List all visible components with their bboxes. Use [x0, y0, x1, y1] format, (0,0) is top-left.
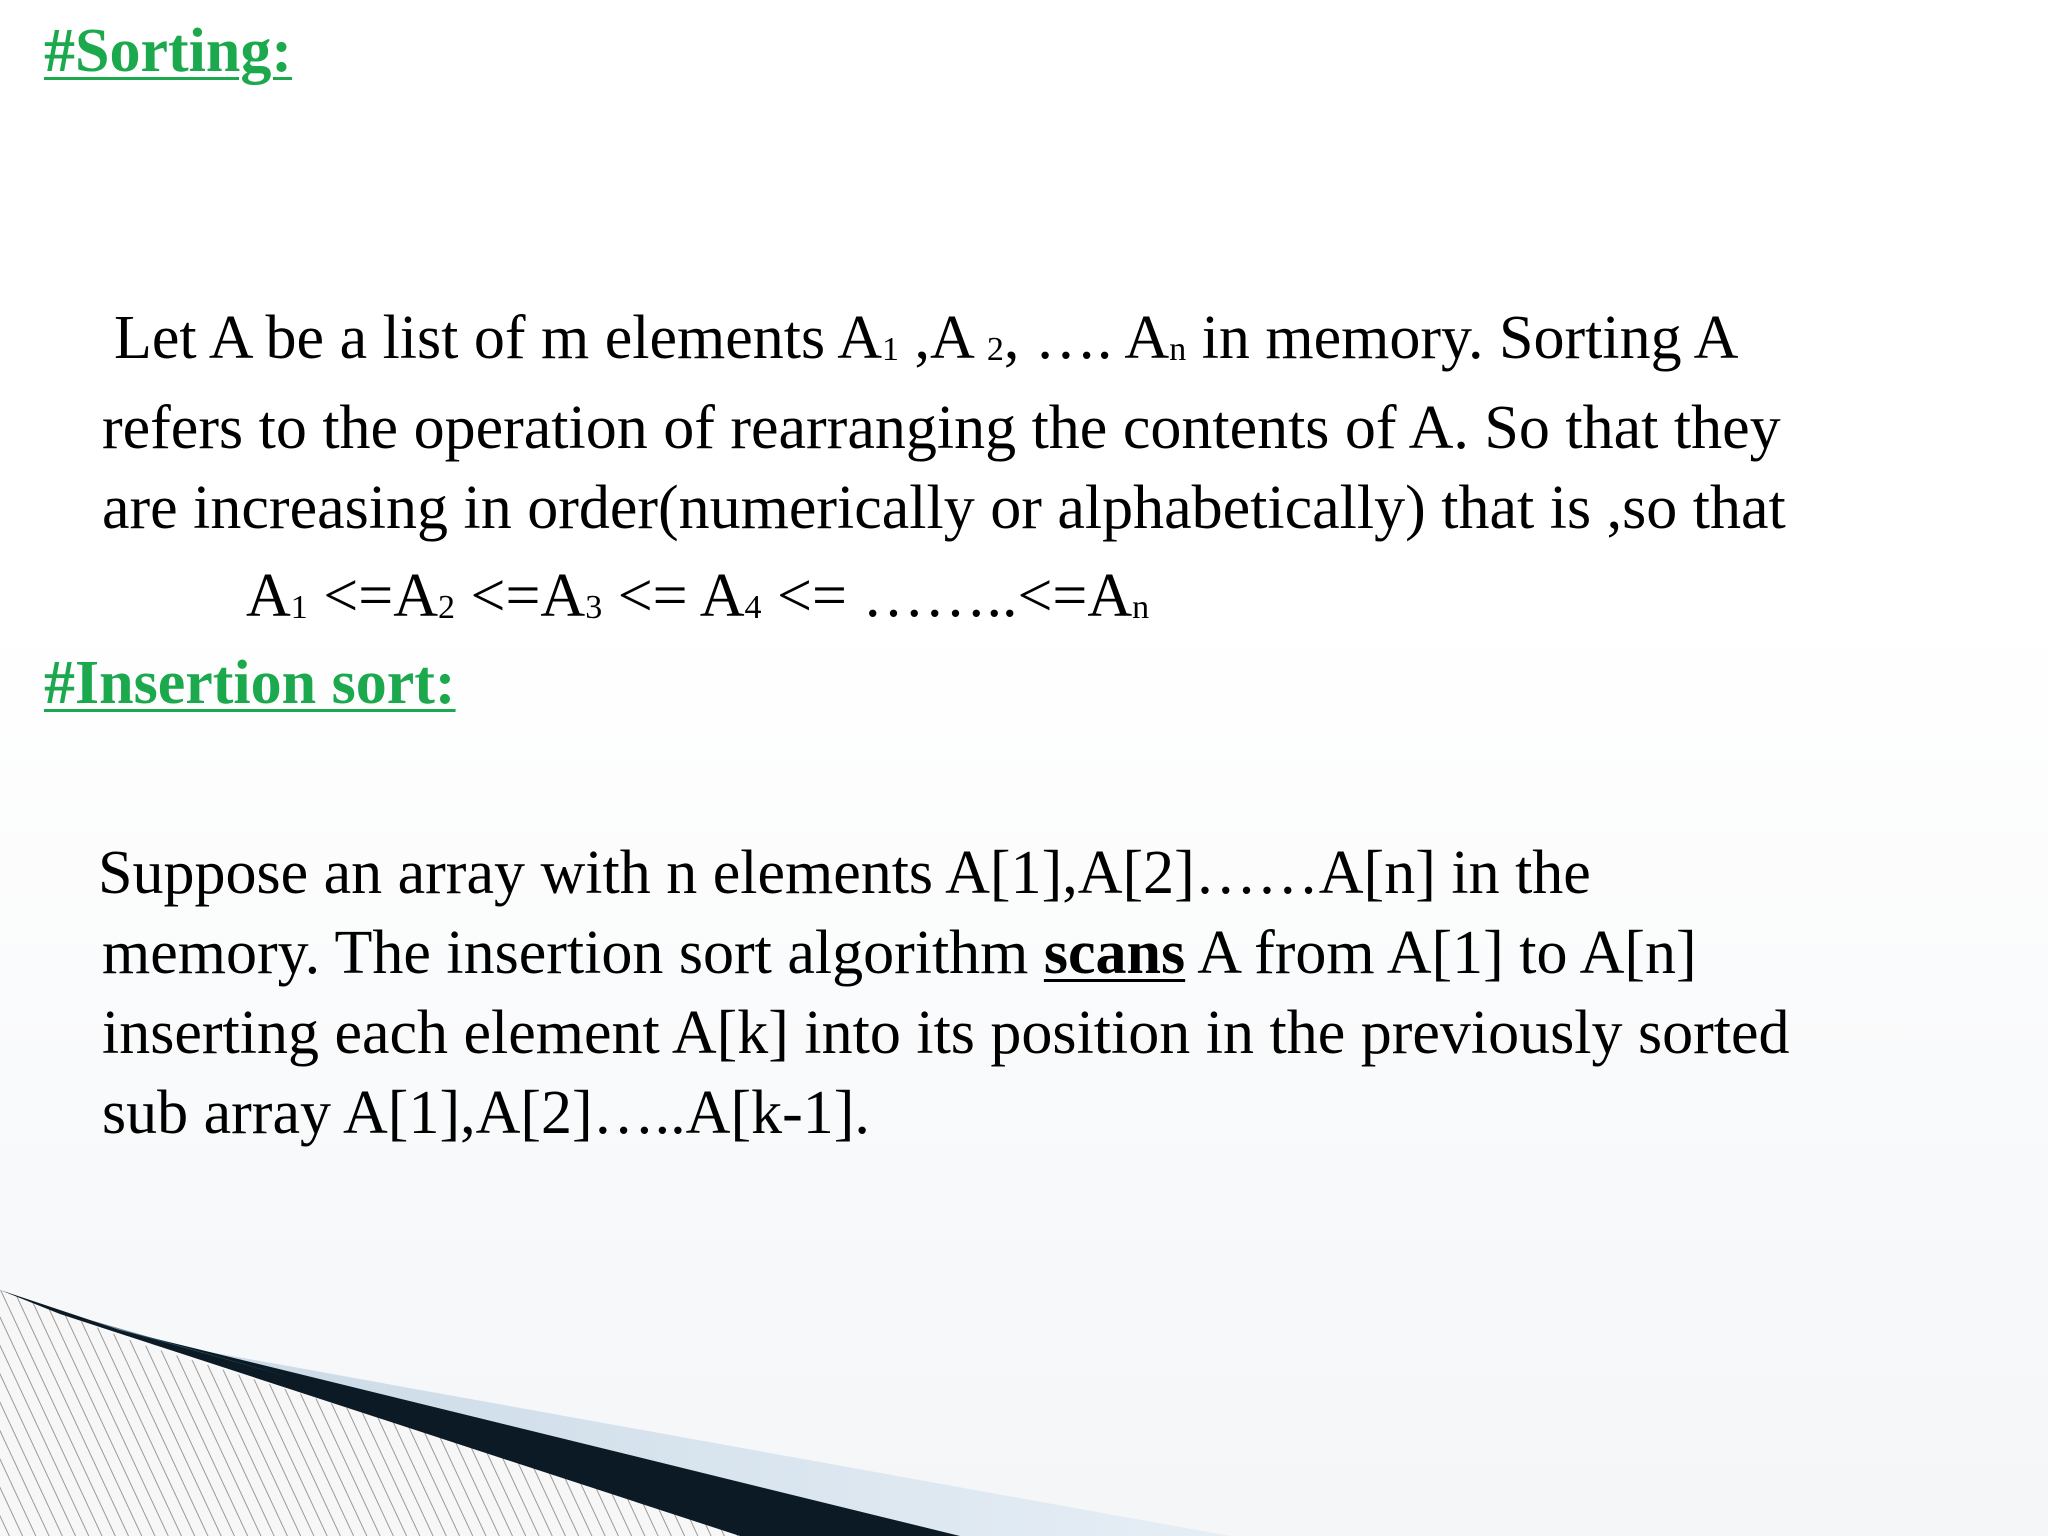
- subscript: 2: [438, 589, 455, 626]
- text-segment: <=A: [307, 562, 438, 630]
- heading-insertion-sort: #Insertion sort:: [44, 649, 456, 717]
- corner-decoration: [0, 1290, 2048, 1536]
- paragraph-line: sub array A[1],A[2]…..A[k-1].: [102, 1079, 870, 1147]
- text-segment: <= A: [602, 562, 745, 630]
- paragraph-sorting-definition: [102, 298, 1786, 548]
- text-segment: in memory. Sorting A: [1186, 304, 1739, 372]
- paragraph-line: [102, 298, 1786, 388]
- paragraph-line: are increasing in order(numerically or alphabetically) that is ,so that: [102, 474, 1786, 542]
- subscript: 3: [585, 589, 603, 626]
- text-segment: Let A be a list of m elements A: [114, 304, 882, 372]
- text-segment: memory. The insertion sort algorithm: [102, 919, 1044, 987]
- text-segment: <=A: [455, 562, 586, 630]
- subscript: 1: [290, 589, 308, 626]
- text-segment: A: [246, 562, 291, 630]
- sorted-order-inequality: [246, 556, 1149, 646]
- text-segment: ,A: [898, 304, 987, 372]
- paragraph-line: inserting each element A[k] into its position in the previously sorted: [102, 999, 1790, 1067]
- emphasis-scans: scans: [1043, 919, 1186, 987]
- subscript: n: [1132, 589, 1150, 626]
- text-segment: , …. A: [1003, 304, 1170, 372]
- paragraph-line: Suppose an array with n elements A[1],A[2]……A[n] in the: [98, 839, 1591, 907]
- heading-sorting: #Sorting:: [44, 17, 292, 85]
- text-segment: <= ……..<=A: [761, 562, 1133, 630]
- text-segment: A from A[1] to A[n]: [1185, 919, 1697, 987]
- subscript: 1: [881, 331, 899, 368]
- paragraph-line: [98, 913, 1789, 993]
- paragraph-insertion-sort: [98, 833, 1789, 1153]
- subscript: 4: [744, 589, 762, 626]
- subscript: 2: [986, 331, 1004, 368]
- subscript: n: [1169, 331, 1187, 368]
- paragraph-line: refers to the operation of rearranging the contents of A. So that they: [102, 394, 1781, 462]
